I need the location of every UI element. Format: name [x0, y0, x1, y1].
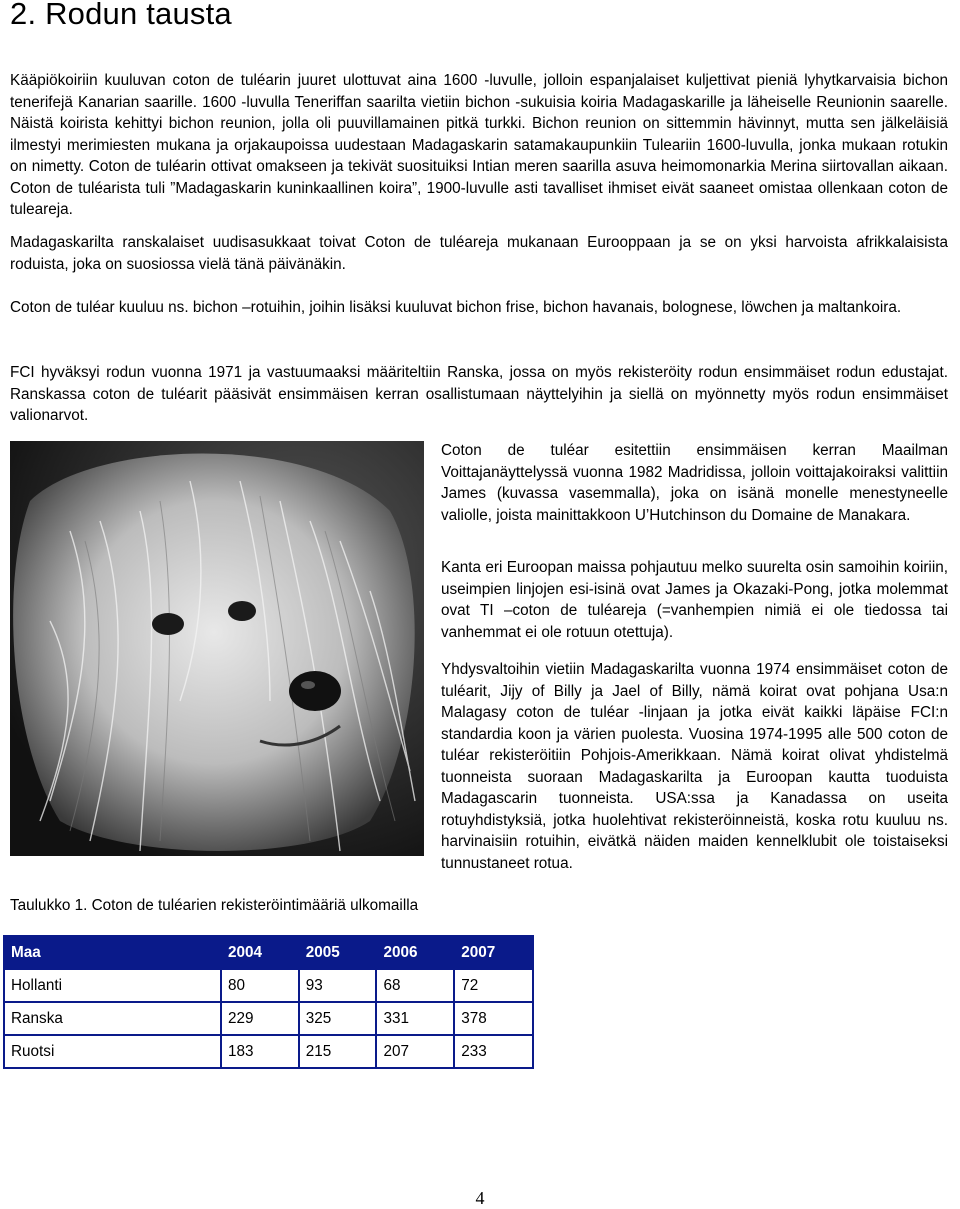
paragraph-usa: Yhdysvaltoihin vietiin Madagaskarilta vuonna 1974 ensimmäiset coton de tuléarit, Jijy of Billy ja Jael of Billy, nämä koirat ovat pohjana Usa:n Malagasy coton de tuléar -linjaan ja jotka eivät kaikki läpäise FCI:n standardia koon ja värien puolesta. Vuosina 1974-1995 alle 500 coton de tuléar rekisteröitiin Pohjois-Amerikkaan. Nämä koirat olivat yhdistelmä tuonneista suoraan Madagaskarilta ja Euroopan kautta tuoduista Madagascarin tuonneista. USA:ssa ja Kanadassa on useita rotuyhdistyksiä, jotka huolehtivat rekisteröinneistä, koska rotu kuuluu ns. harvinaisiin rotuihin, eivätkä näiden maiden kennelklubit ole toistaiseksi tunnustaneet rotua. [441, 661, 948, 872]
paragraph-bichon-breeds: Coton de tuléar kuuluu ns. bichon –rotuihin, joihin lisäksi kuuluvat bichon frise, bichon havanais, bolognese, löwchen ja maltankoira. [10, 299, 902, 316]
section-heading: 2. Rodun tausta [10, 0, 232, 31]
table-row [4, 969, 533, 1002]
table-cell: 229 [221, 1002, 299, 1035]
header-2004: 2004 [221, 936, 299, 969]
header-2005: 2005 [299, 936, 377, 969]
header-2006: 2006 [376, 936, 454, 969]
paragraph-europe: Madagaskarilta ranskalaiset uudisasukkaat toivat Coton de tuléareja mukanaan Eurooppaan ja se on yksi harvoista afrikkalaisista roduista, joka on suosiossa vielä tänä päivänäkin. [10, 234, 948, 273]
paragraph-history: Kääpiökoiriin kuuluvan coton de tuléarin juuret ulottuvat aina 1600 -luvulle, jolloin espanjalaiset kuljettivat pieniä lyhytkarvaisia bichon tenerifejä Kanarian saarille. 1600 -luvulla Teneriffan saarilta vietiin bichon -sukuisia koiria Madagaskarille ja läheiselle Reunionin saarelle. Näistä koirista kehittyi bichon reunion, jolla oli puuvillamainen pitkä turkki. Bichon reunion on sittemmin hävinnyt, mutta sen jälkeläisiä ilmestyi merimiesten mukana ja orjakaupoissa uudestaan Madagaskarin satamakaupunkiin Tuleariin 1600-luvulla, jonka mukaan rotukin on nimetty. Coton de tuléarin ottivat omakseen ja tekivät suosituiksi Intian meren saarilla asuva heimomonarkia Merina siirtovallan aikaan. Coton de tuléarista tuli ”Madagaskarin kuninkaallinen koira”, 1900-luvulle asti tavalliset ihmiset eivät saaneet omistaa ollenkaan coton de tuleareja. [10, 72, 948, 218]
table-row [4, 1035, 533, 1068]
paragraph-world-show: Coton de tuléar esitettiin ensimmäisen kerran Maailman Voittajanäyttelyssä vuonna 1982 Madridissa, jolloin voittajakoiraksi valittiin James (kuvassa vasemmalla), joka on isänä monelle menestyneelle valiolle, joista mainittakkoon U’Hutchinson du Domaine de Manakara. [441, 442, 948, 524]
paragraph-fci: FCI hyväksyi rodun vuonna 1971 ja vastuumaaksi määriteltiin Ranska, jossa on myös rekisteröity rodun ensimmäiset rodun edustajat. Ranskassa coton de tuléarit pääsivät ensimmäisen kerran osallistumaan näyttelyihin ja siellä on myönnetty myös rodun ensimmäiset valionarvot. [10, 364, 948, 424]
registration-table [3, 935, 534, 1069]
header-2007: 2007 [454, 936, 533, 969]
table-cell: 93 [299, 969, 377, 1002]
table-row [4, 1002, 533, 1035]
table-cell: 183 [221, 1035, 299, 1068]
table-cell: 72 [454, 969, 533, 1002]
table-caption: Taulukko 1. Coton de tuléarien rekisteröintimääriä ulkomailla [10, 897, 419, 914]
header-country: Maa [4, 936, 221, 969]
paragraph-european-lines: Kanta eri Euroopan maissa pohjautuu melko suurelta osin samoihin koiriin, useimpien linjojen esi-isinä ovat James ja Okazaki-Pong, jotka molemmat ovat TI –coton de tuléareja (=vanhempien nimiä ei ole tiedossa tai vanhemmat ei ole rotuun otettuja). [441, 559, 948, 641]
table-cell: 325 [299, 1002, 377, 1035]
dog-photo [10, 441, 424, 856]
table-cell: 80 [221, 969, 299, 1002]
table-cell: 68 [376, 969, 454, 1002]
table-cell: 207 [376, 1035, 454, 1068]
table-cell: 378 [454, 1002, 533, 1035]
table-cell: 233 [454, 1035, 533, 1068]
table-cell: Ranska [4, 1002, 221, 1035]
table-cell: Ruotsi [4, 1035, 221, 1068]
table-cell: 215 [299, 1035, 377, 1068]
table-cell: 331 [376, 1002, 454, 1035]
table-cell: Hollanti [4, 969, 221, 1002]
page-number: 4 [475, 1188, 485, 1208]
table-header-row [4, 936, 533, 969]
